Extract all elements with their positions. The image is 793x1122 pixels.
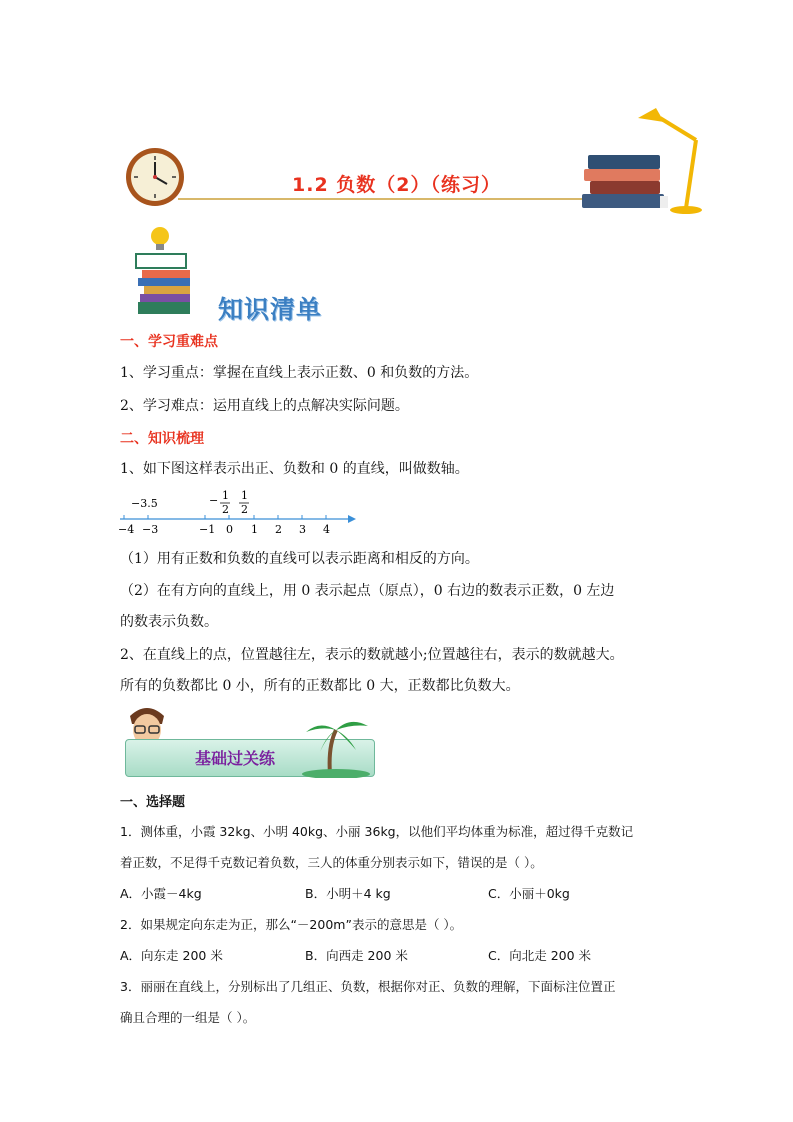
question-1-option-a[interactable]: A．小霞－4kg [120,886,202,901]
number-line-tick-label: −4 [118,523,135,536]
question-1-line2: 着正数，不足得千克数记着负数，三人的体重分别表示如下，错误的是（ ）。 [120,855,543,870]
label-frac-den-b: 2 [241,503,248,516]
label-frac-num-b: 1 [241,490,248,502]
knowledge-point-2-line1: 2、在直线上的点，位置越往左，表示的数就越小;位置越往右，表示的数就越大。 [120,647,624,663]
question-1-option-b[interactable]: B．小明＋4 kg [305,886,391,901]
section-heading-knowledge: 二、知识梳理 [120,431,204,447]
number-line-tick-label: 0 [226,523,233,536]
knowledge-point-1b-line2: 的数表示负数。 [120,614,218,630]
label-neg-3-5: −3.5 [131,497,158,510]
question-2-option-a[interactable]: A．向东走 200 米 [120,948,223,963]
label-neg-sign: − [209,494,219,507]
knowledge-list-header: 知识清单 [218,295,323,324]
label-frac-num-a: 1 [222,490,229,502]
question-1-option-c[interactable]: C．小丽＋0kg [488,886,570,901]
title-divider [178,198,588,200]
knowledge-point-2-line2: 所有的负数都比 0 小，所有的正数都比 0 大，正数都比负数大。 [120,678,520,694]
number-line-tick-label: 2 [275,523,282,536]
question-3-line1: 3．丽丽在直线上，分别标出了几组正、负数，根据你对正、负数的理解，下面标注位置正 [120,979,616,994]
question-2-option-b[interactable]: B．向西走 200 米 [305,948,408,963]
question-3-line2: 确且合理的一组是（ ）。 [120,1010,256,1025]
palm-tree-icon [300,716,375,778]
number-line-tick-label: 3 [299,523,306,536]
question-2-option-c[interactable]: C．向北走 200 米 [488,948,592,963]
page-title: 1.2 负数（2）（练习） [292,174,501,196]
practice-badge-label: 基础过关练 [195,749,276,768]
number-line-tick-label: 4 [323,523,330,536]
question-1-line1: 1．测体重，小霞 32kg、小明 40kg、小丽 36kg，以他们平均体重为标准，超过得千克数记 [120,824,634,839]
focus-key-point: 1、学习重点：掌握在直线上表示正数、0 和负数的方法。 [120,365,479,381]
knowledge-point-1: 1、如下图这样表示出正、负数和 0 的直线，叫做数轴。 [120,461,469,477]
question-2: 2．如果规定向东走为正，那么“－200m”表示的意思是（ ）。 [120,917,463,932]
number-line-tick-label: −1 [199,523,216,536]
lightbulb-books-icon [132,224,218,322]
section-heading-choice: 一、选择题 [120,795,186,810]
knowledge-point-1a: （1）用有正数和负数的直线可以表示距离和相反的方向。 [120,551,479,567]
label-frac-den-a: 2 [222,503,229,516]
section-heading-difficulties: 一、学习重难点 [120,334,218,350]
focus-difficult-point: 2、学习难点：运用直线上的点解决实际问题。 [120,398,409,414]
books-lamp-illustration [578,100,708,215]
number-line-diagram [116,490,361,538]
number-line-tick-label: −3 [142,523,159,536]
knowledge-point-1b-line1: （2）在有方向的直线上，用 0 表示起点（原点），0 右边的数表示正数，0 左边 [120,583,615,599]
number-line-tick-label: 1 [251,523,258,536]
